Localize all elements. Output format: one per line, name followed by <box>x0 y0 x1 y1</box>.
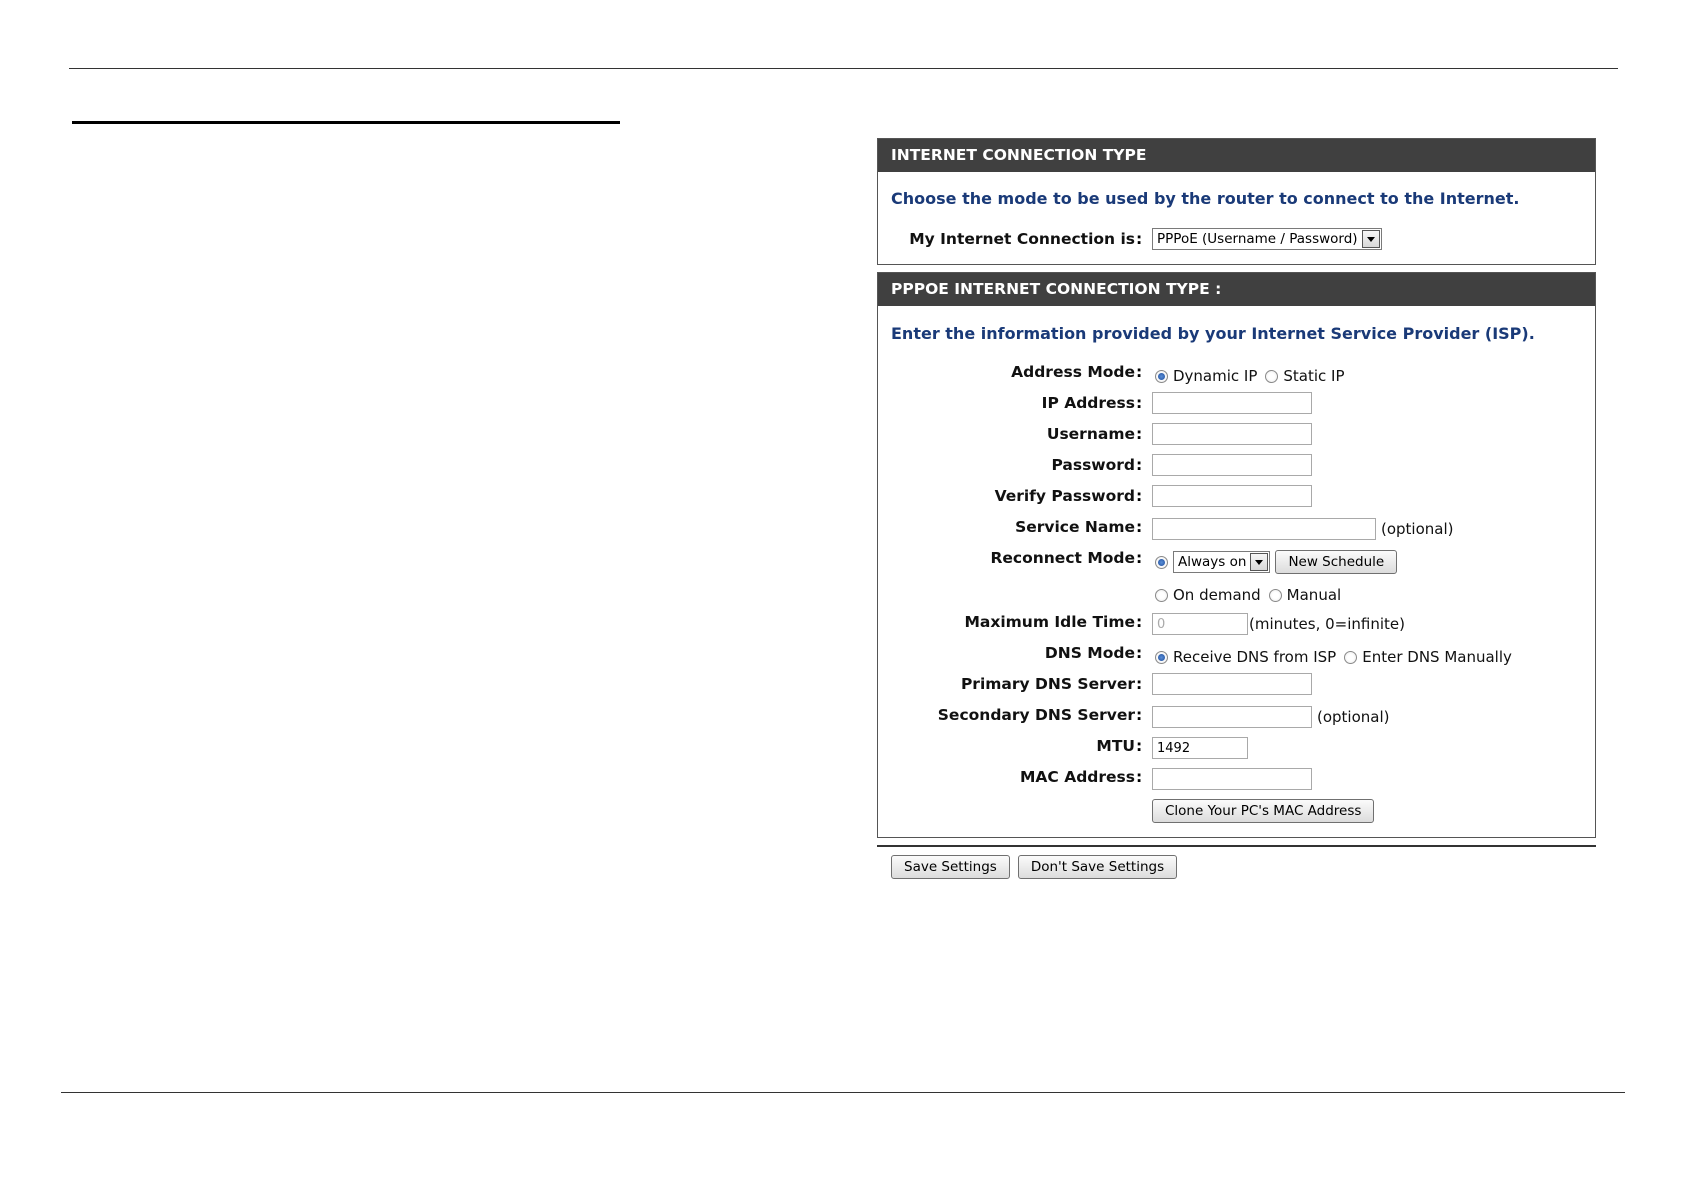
optional-hint: (optional) <box>1317 708 1390 726</box>
mac-address-row: MAC Address : <box>878 764 1595 790</box>
address-mode-label: Address Mode <box>1011 363 1135 381</box>
dns-mode-row: DNS Mode : Receive DNS from ISP Enter DNS Manually <box>1044 644 1512 666</box>
primary-dns-input[interactable] <box>1152 673 1312 695</box>
dont-save-settings-button[interactable]: Don't Save Settings <box>1018 855 1177 879</box>
chevron-down-icon[interactable] <box>1250 553 1268 571</box>
verify-password-row: Verify Password : <box>878 483 1595 509</box>
connection-type-label: My Internet Connection is <box>909 230 1135 248</box>
mac-address-input[interactable] <box>1152 768 1312 790</box>
radio-on-demand[interactable] <box>1155 589 1168 602</box>
secondary-dns-row: Secondary DNS Server : (optional) <box>937 706 1390 726</box>
connection-type-row <box>878 226 1595 252</box>
page-top-rule <box>69 68 1618 69</box>
idle-time-hint: (minutes, 0=infinite) <box>1249 615 1405 633</box>
action-bar <box>891 855 1177 879</box>
ip-address-row: IP Address : <box>878 390 1595 416</box>
radio-manual[interactable] <box>1269 589 1282 602</box>
mtu-row: MTU : 1492 <box>878 733 1595 759</box>
radio-always-on[interactable] <box>1155 556 1168 569</box>
panel-intro: Enter the information provided by your Internet Service Provider (ISP). <box>891 324 1535 343</box>
connection-type-select[interactable] <box>1152 228 1382 250</box>
actions-divider <box>877 845 1596 847</box>
internet-connection-type-panel <box>877 138 1596 265</box>
max-idle-time-input[interactable] <box>1152 613 1248 635</box>
save-settings-button[interactable]: Save Settings <box>891 855 1010 879</box>
password-row: Password : <box>878 452 1595 478</box>
radio-static-ip[interactable] <box>1265 370 1278 383</box>
reconnect-options-row: On demand Manual <box>878 582 1595 608</box>
primary-dns-row: Primary DNS Server : <box>878 671 1595 697</box>
username-input[interactable] <box>1152 423 1312 445</box>
page-bottom-rule <box>61 1092 1625 1093</box>
ip-address-input[interactable] <box>1152 392 1312 414</box>
secondary-dns-input[interactable] <box>1152 706 1312 728</box>
panel-intro: Choose the mode to be used by the router to connect to the Internet. <box>891 189 1520 208</box>
panel-header: INTERNET CONNECTION TYPE <box>878 139 1595 172</box>
clone-mac-row <box>878 798 1595 824</box>
chevron-down-icon[interactable] <box>1362 230 1380 248</box>
schedule-select[interactable]: Always on <box>1173 551 1270 573</box>
service-name-input[interactable] <box>1152 518 1376 540</box>
select-value: PPPoE (Username / Password) <box>1157 231 1358 247</box>
verify-password-input[interactable] <box>1152 485 1312 507</box>
radio-dns-manual[interactable] <box>1344 651 1357 664</box>
section-heading-rule <box>72 121 620 124</box>
panel-header: PPPOE INTERNET CONNECTION TYPE : <box>878 273 1595 306</box>
service-name-row: Service Name : (optional) <box>1015 518 1454 538</box>
reconnect-mode-row: Reconnect Mode : Always on New Schedule <box>878 545 1595 571</box>
username-row: Username : <box>878 421 1595 447</box>
new-schedule-button[interactable]: New Schedule <box>1275 550 1397 574</box>
address-mode-row: Address Mode : Dynamic IP Static IP <box>878 359 1595 385</box>
radio-dns-from-isp[interactable] <box>1155 651 1168 664</box>
max-idle-time-row: Maximum Idle Time : 0 (minutes, 0=infinite) <box>878 609 1595 635</box>
radio-dynamic-ip[interactable] <box>1155 370 1168 383</box>
pppoe-connection-panel <box>877 272 1596 838</box>
mtu-input[interactable] <box>1152 737 1248 759</box>
optional-hint: (optional) <box>1381 520 1454 538</box>
password-input[interactable] <box>1152 454 1312 476</box>
clone-mac-button[interactable]: Clone Your PC's MAC Address <box>1152 799 1374 823</box>
colon: : <box>1136 230 1143 248</box>
